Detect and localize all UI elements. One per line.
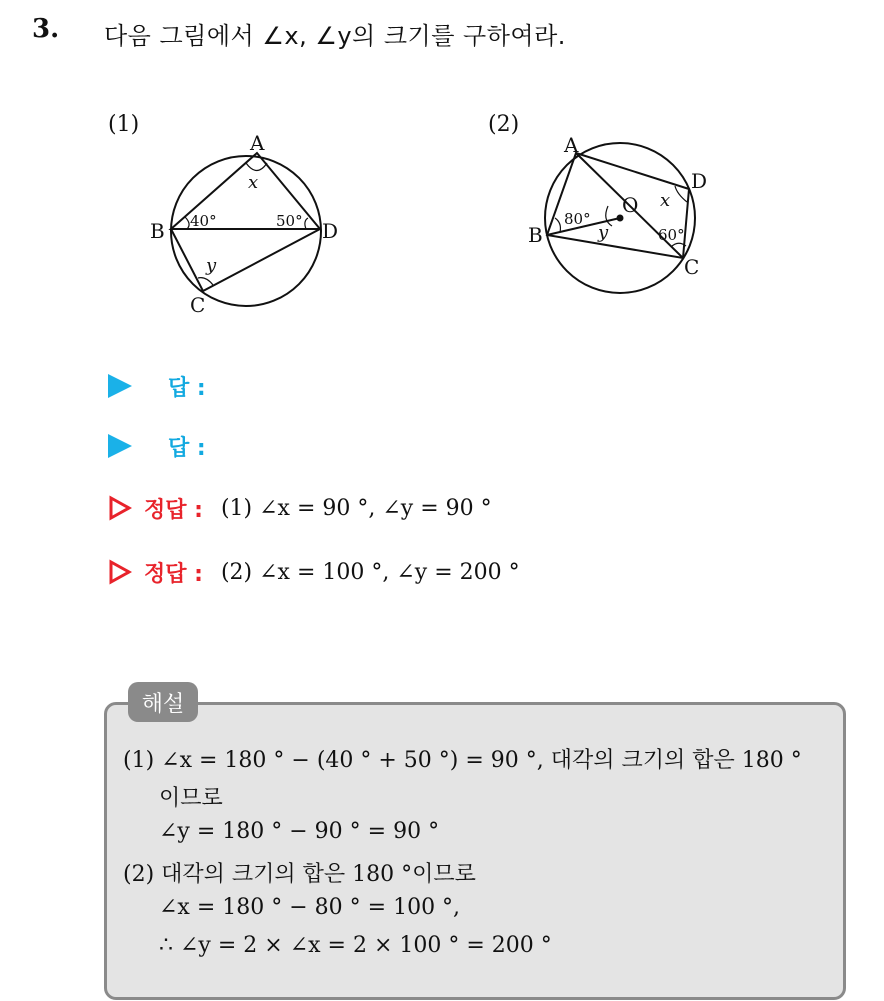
correct-answer-row-2	[108, 552, 520, 592]
play-triangle-icon	[108, 374, 132, 398]
figure-1-diagram	[100, 108, 360, 328]
outline-triangle-icon	[108, 495, 132, 521]
solution-box	[104, 702, 846, 1000]
answer-label: 답 :	[168, 375, 206, 401]
fig2-point-o: O	[622, 193, 639, 217]
answer-label: 답 :	[168, 435, 206, 461]
fig1-angle-40: 40°	[190, 212, 217, 230]
fig2-point-a: A	[564, 133, 579, 157]
fig1-point-b: B	[150, 219, 165, 243]
question-number: 3.	[32, 14, 60, 44]
play-triangle-icon	[108, 434, 132, 458]
fig1-point-a: A	[250, 131, 265, 155]
answer-row-1	[108, 366, 206, 406]
fig2-point-c: C	[684, 255, 700, 279]
answer-row-2	[108, 426, 206, 466]
fig2-angle-y: y	[598, 222, 609, 243]
correct-answer-label: 정답 :	[144, 561, 203, 587]
correct-answer-value: (2) ∠x = 100 °, ∠y = 200 °	[220, 559, 520, 585]
fig2-angle-x: x	[660, 190, 671, 211]
question-text: 다음 그림에서 ∠x, ∠y의 크기를 구하여라.	[104, 22, 566, 50]
solution-line: ∠y = 180 ° − 90 ° = 90 °	[159, 819, 440, 844]
fig1-angle-x: x	[248, 172, 259, 193]
fig1-point-d: D	[322, 219, 339, 243]
fig1-angle-50: 50°	[276, 212, 303, 230]
fig2-point-b: B	[528, 223, 543, 247]
correct-answer-value: (1) ∠x = 90 °, ∠y = 90 °	[220, 495, 492, 521]
solution-tab: 해설	[128, 682, 198, 722]
outline-triangle-icon	[108, 559, 132, 585]
figure-2-label: (2)	[488, 112, 520, 137]
solution-line: (1) ∠x = 180 ° − (40 ° + 50 °) = 90 °, 대각의 크기의 합은 180 °	[123, 748, 802, 773]
correct-answer-label: 정답 :	[144, 497, 203, 523]
fig1-point-c: C	[190, 293, 206, 317]
solution-line: 이므로	[159, 786, 223, 811]
fig2-point-d: D	[691, 169, 708, 193]
solution-line: ∠x = 180 ° − 80 ° = 100 °,	[159, 895, 461, 920]
figure-2	[480, 108, 740, 308]
correct-answer-row-1	[108, 488, 492, 528]
solution-line: ∴ ∠y = 2 × ∠x = 2 × 100 ° = 200 °	[159, 933, 552, 958]
fig1-angle-y: y	[206, 255, 217, 276]
figure-1-label: (1)	[108, 112, 140, 137]
solution-line: (2) 대각의 크기의 합은 180 °이므로	[123, 862, 476, 887]
fig2-angle-60: 60°	[658, 226, 685, 244]
figure-2-diagram	[480, 108, 740, 308]
fig2-angle-80: 80°	[564, 210, 591, 228]
figure-1	[100, 108, 360, 328]
